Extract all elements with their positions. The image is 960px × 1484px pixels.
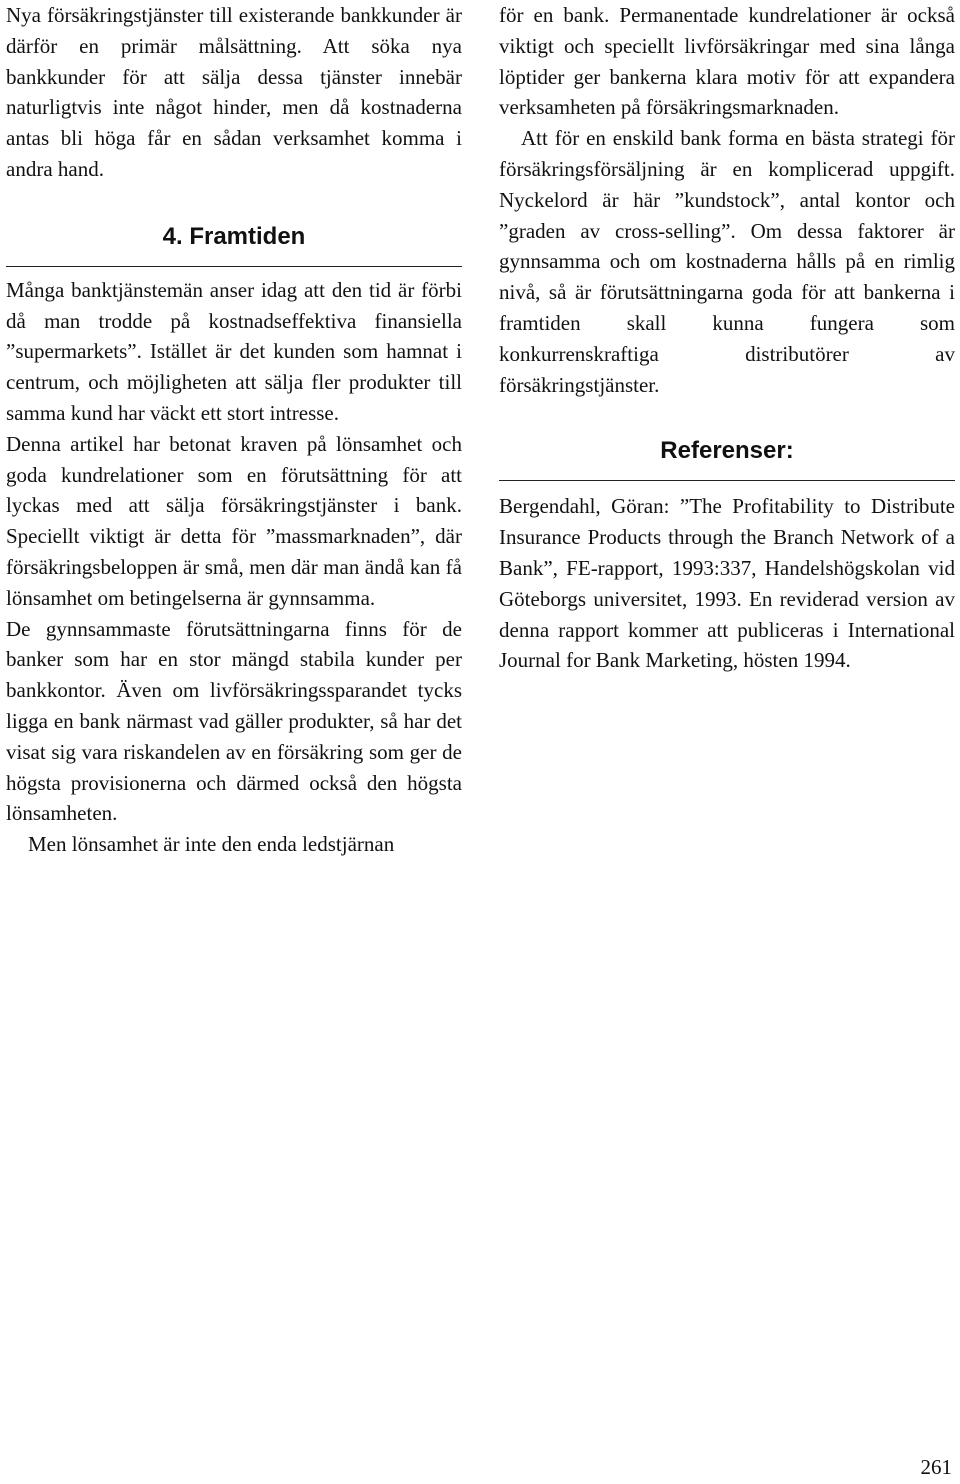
paragraph-1: Många banktjänstemän anser idag att den tid är förbi då man trodde på kostnadseffektiva finansiella ”supermarkets”. Istället är det kunden som hamnat i centrum, och möjligheten att sälja fler produkter till samma kund har väckt ett stort intresse. (6, 277, 462, 425)
paragraph-3: De gynnsammaste förutsättningarna finns för de banker som har en stor mängd stabila kunder per bankkontor. Även om livförsäkringssparandet tycks ligga en bank närmast vad gäller produkter, så har det visat sig vara riskandelen av en försäkring som ger de högsta provisionerna och därmed också den högsta lönsamheten. (6, 616, 462, 826)
paragraph-continued: för en bank. Permanentade kundrelationer är också viktigt och speciellt livförsäkringar med sina långa löptider ger bankerna klara motiv för att expandera verksamheten på försäkringsmarknaden. (499, 3, 955, 120)
paragraph-2: Denna artikel har betonat kraven på lönsamhet och goda kundrelationer som en förutsättning för att lyckas med att sälja försäkringstjänster i bank. Speciellt viktigt är detta för ”massmarknaden”, där försäkringsbeloppen är små, men där man ändå kan få lönsamhet om betingelserna är gynnsamma. (6, 431, 462, 610)
paragraph-4: Men lönsamhet är inte den enda ledstjärnan (28, 832, 395, 857)
paragraph-intro: Nya försäkringstjänster till existerande bankkunder är därför en primär målsättning. Att söka nya bankkunder för att sälja dessa tjänster innebär naturligtvis inte något hinder, men då kostnaderna antas bli höga får en sådan verksamhet komma i andra hand. (6, 3, 462, 181)
left-column (6, 0, 462, 860)
right-column (499, 0, 955, 676)
section-heading-framtiden: 4. Framtiden (162, 222, 306, 250)
reference-item: Bergendahl, Göran: ”The Profitability to Distribute Insurance Products through the Branch Network of a Bank”, FE-rapport, 1993:337, Handelshögskolan vid Göteborgs universitet, 1993. En reviderad version av denna rapport kommer att publiceras i International Journal for Bank Marketing, hösten 1994. (499, 494, 955, 673)
references-heading: Referenser: (660, 437, 794, 465)
page-number: 261 (920, 1455, 952, 1479)
paragraph-5: Att för en enskild bank forma en bästa strategi för försäkringsförsäljning är en komplicerad uppgift. Nyckelord är här ”kundstock”, antal kontor och ”graden av cross-selling”. Om dessa faktorer är gynnsamma och om kostnaderna hålls på en rimlig nivå, så är förutsättningarna goda för att bankerna i framtiden skall kunna fungera som konkurrenskraftiga distributörer av försäkringstjänster. (499, 126, 955, 397)
